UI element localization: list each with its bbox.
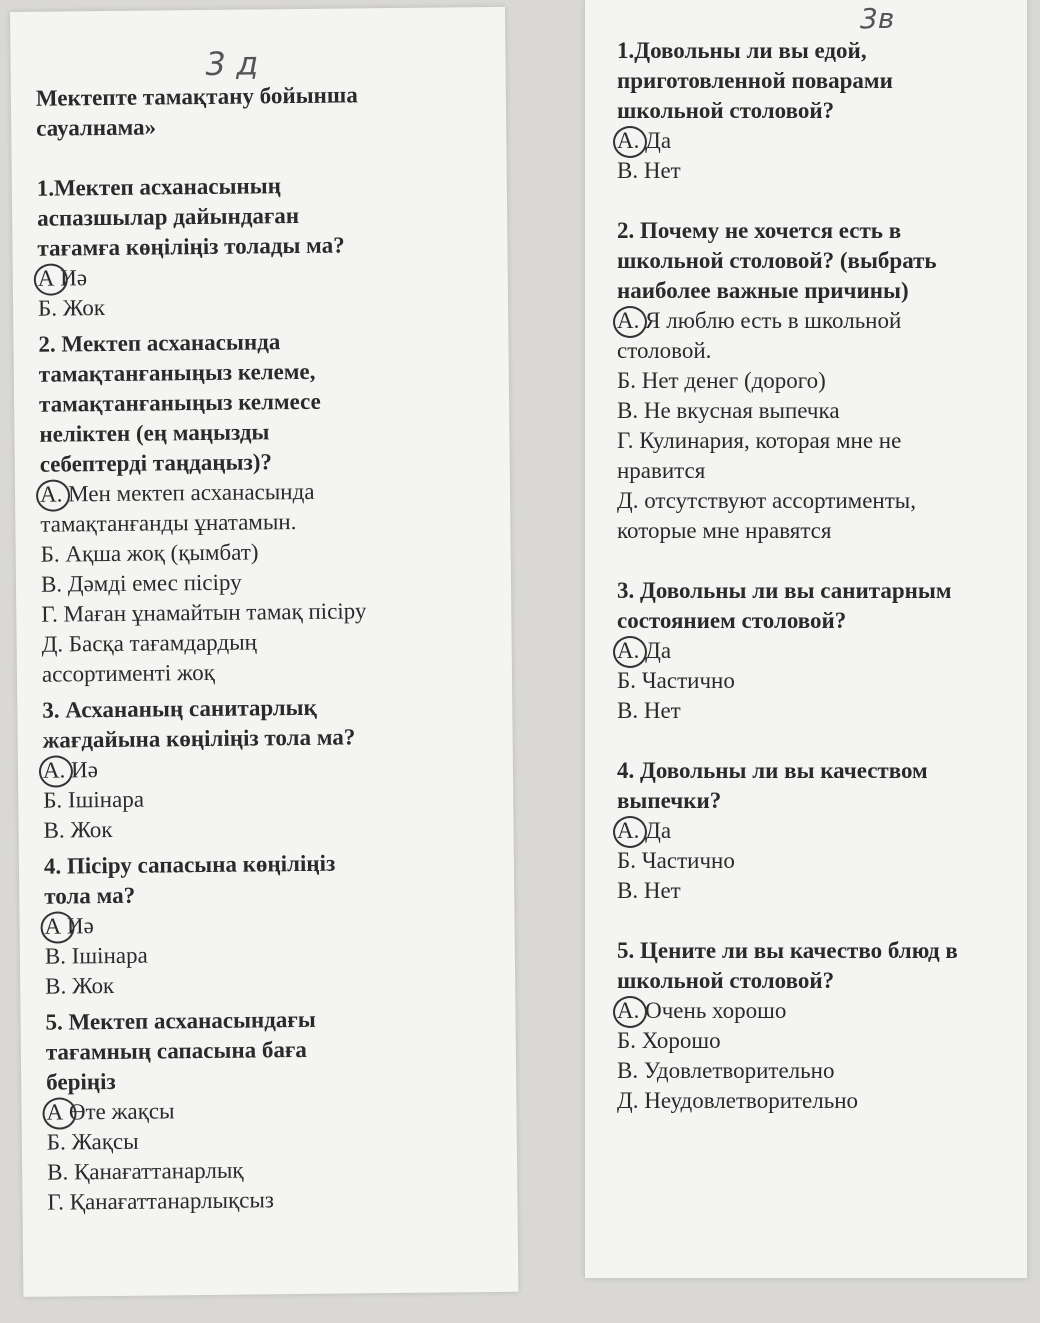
option-text: Удовлетворительно [643, 1058, 835, 1083]
answer-option[interactable] [43, 752, 373, 785]
handwritten-mark: 3 д [205, 44, 259, 83]
option-text: Хорошо [641, 1028, 721, 1053]
question-text: 4. Довольны ли вы качеством выпечки? [617, 758, 928, 813]
answer-option[interactable] [41, 536, 371, 569]
survey-sheet-kazakh [10, 7, 518, 1297]
option-label: В. [45, 973, 67, 999]
option-label: В. [617, 1058, 639, 1083]
option-label: В. [47, 1159, 69, 1185]
option-label: В. [44, 943, 67, 969]
question-text: 3. Асхананың санитарлық жағдайына көңіліңіз тола ма? [42, 694, 356, 753]
question-block [617, 216, 962, 546]
answer-option[interactable] [617, 846, 962, 876]
answer-option[interactable] [617, 396, 962, 426]
circled-option-label: А. [617, 306, 639, 336]
option-label: Б. [46, 1129, 66, 1155]
option-text: Неудовлетворительно [644, 1088, 859, 1113]
option-label: Б. [40, 541, 60, 567]
question-text: 5. Мектеп асханасындағы тағамның сапасына баға беріңіз [45, 1006, 316, 1095]
answer-option[interactable] [617, 666, 962, 696]
answer-option[interactable] [617, 1086, 962, 1116]
survey-title: Мектепте тамақтану бойынша сауалнама» [35, 82, 358, 141]
option-text: Частично [641, 848, 735, 873]
answer-option[interactable] [617, 426, 962, 486]
option-text: Нет денег (дорого) [641, 368, 826, 393]
question-block [617, 756, 962, 906]
option-label: Г. [617, 428, 634, 453]
answer-option[interactable] [617, 696, 962, 726]
option-label: Б. [617, 368, 636, 393]
question-block [44, 848, 376, 1001]
option-label: Б. [43, 787, 63, 813]
option-text: Ақша жоқ (қымбат) [65, 539, 259, 567]
question-block [38, 326, 372, 689]
question-text: 1.Довольны ли вы едой, приготовленной поварами школьной столовой? [617, 38, 893, 123]
question-text: 4. Пісіру сапасына көңіліңіз тола ма? [43, 850, 336, 909]
circled-option-label: А [46, 1098, 63, 1128]
option-text: Не вкусная выпечка [643, 398, 840, 423]
answer-option[interactable] [617, 156, 962, 186]
answer-option[interactable] [47, 1124, 377, 1157]
option-text: Да [645, 128, 672, 153]
option-label: Д. [41, 631, 64, 657]
option-text: Жок [71, 972, 115, 999]
option-text: Иә [60, 265, 88, 291]
answer-option[interactable] [44, 908, 374, 941]
answer-option[interactable] [40, 476, 371, 539]
option-text: Кулинария, которая мне не нравится [617, 428, 902, 483]
option-text: Маған ұнамайтын тамақ пісіру [63, 598, 367, 627]
circled-option-label: А. [617, 816, 639, 846]
option-text: Нет [643, 158, 681, 183]
option-label: Д. [617, 488, 639, 513]
option-text: Дәмді емес пісіру [67, 569, 242, 597]
option-label: Б. [617, 848, 636, 873]
answer-option[interactable] [38, 260, 368, 293]
question-block [37, 170, 369, 323]
answer-option[interactable] [47, 1154, 377, 1187]
answer-option[interactable] [617, 636, 962, 666]
option-text: Да [645, 638, 672, 663]
question-block [45, 1004, 377, 1217]
answer-option[interactable] [617, 816, 962, 846]
option-label: Б. [617, 668, 636, 693]
question-text: 2. Мектеп асханасында тамақтанғаныңыз келеме, тамақтанғаныңыз келмесе неліктен (ең маңызды себептерді таңдаңыз)? [38, 329, 321, 477]
question-list [617, 36, 962, 1146]
option-text: Жок [70, 816, 113, 843]
question-list [37, 170, 378, 1223]
option-text: Частично [641, 668, 735, 693]
answer-option[interactable] [617, 306, 962, 366]
option-label: Б. [37, 295, 58, 321]
option-text: отсутствуют ассортименты, которые мне нравятся [617, 488, 916, 543]
option-label: Г. [41, 601, 58, 627]
answer-option[interactable] [43, 812, 373, 845]
circled-option-label: А. [40, 479, 63, 509]
answer-option[interactable] [617, 126, 962, 156]
option-text: Иә [70, 757, 99, 783]
option-text: Да [645, 818, 672, 843]
option-label: Д. [617, 1088, 639, 1113]
option-text: Нет [643, 698, 681, 723]
answer-option[interactable] [41, 626, 372, 689]
option-text: Қанағаттанарлықсыз [69, 1187, 275, 1215]
option-text: Жок [62, 295, 106, 321]
survey-content [617, 36, 962, 1146]
answer-option[interactable] [43, 782, 373, 815]
answer-option[interactable] [47, 1184, 377, 1217]
option-text: Ішінара [71, 942, 148, 969]
question-text: 2. Почему не хочется есть в школьной столовой? (выбрать наиболее важные причины) [617, 218, 937, 303]
question-block [617, 576, 962, 726]
option-text: Қанағаттанарлық [73, 1157, 244, 1185]
answer-option[interactable] [617, 486, 962, 546]
question-text: 1.Мектеп асханасының аспазшылар дайындаған тағамға көңіліңіз толады ма? [36, 173, 345, 261]
option-label: В. [40, 571, 63, 597]
option-text: Өте жақсы [68, 1098, 175, 1125]
question-text: 5. Цените ли вы качество блюд в школьной столовой? [617, 938, 958, 993]
question-text: 3. Довольны ли вы санитарным состоянием столовой? [617, 578, 952, 633]
handwritten-mark: 3в [860, 2, 895, 35]
circled-option-label: А. [617, 126, 639, 156]
option-text: Нет [643, 878, 681, 903]
survey-content [36, 80, 378, 1223]
option-text: Ішінара [67, 786, 145, 813]
answer-option[interactable] [45, 968, 375, 1001]
circled-option-label: А. [617, 636, 639, 666]
option-text: Я люблю есть в школьной столовой. [617, 308, 902, 363]
option-label: Б. [617, 1028, 636, 1053]
option-text: Очень хорошо [645, 998, 787, 1023]
option-label: В. [617, 698, 639, 723]
answer-option[interactable] [617, 1056, 962, 1086]
answer-option[interactable] [46, 1094, 376, 1127]
option-text: Жақсы [71, 1128, 139, 1155]
answer-option[interactable] [617, 996, 962, 1026]
option-text: Басқа тағамдардың ассортименті жоқ [41, 629, 258, 687]
answer-option[interactable] [617, 876, 962, 906]
circled-option-label: А [38, 264, 55, 294]
option-label: В. [43, 817, 65, 843]
answer-option[interactable] [617, 366, 962, 396]
option-label: В. [617, 158, 639, 183]
answer-option[interactable] [45, 938, 375, 971]
question-block [617, 936, 962, 1116]
question-block [617, 36, 962, 186]
circled-option-label: А. [43, 755, 66, 785]
circled-option-label: А. [617, 996, 639, 1026]
option-label: В. [617, 398, 639, 423]
survey-sheet-russian [585, 0, 1027, 1278]
option-label: Г. [47, 1189, 65, 1215]
option-label: В. [617, 878, 639, 903]
answer-option[interactable] [617, 1026, 962, 1056]
answer-option[interactable] [38, 290, 368, 323]
answer-option[interactable] [41, 566, 371, 599]
answer-option[interactable] [41, 596, 371, 629]
option-text: Мен мектеп асханасында тамақтанғанды ұнатамын. [40, 478, 315, 537]
option-text: Иә [66, 913, 94, 939]
circled-option-label: А [44, 912, 61, 942]
question-block [42, 692, 374, 845]
